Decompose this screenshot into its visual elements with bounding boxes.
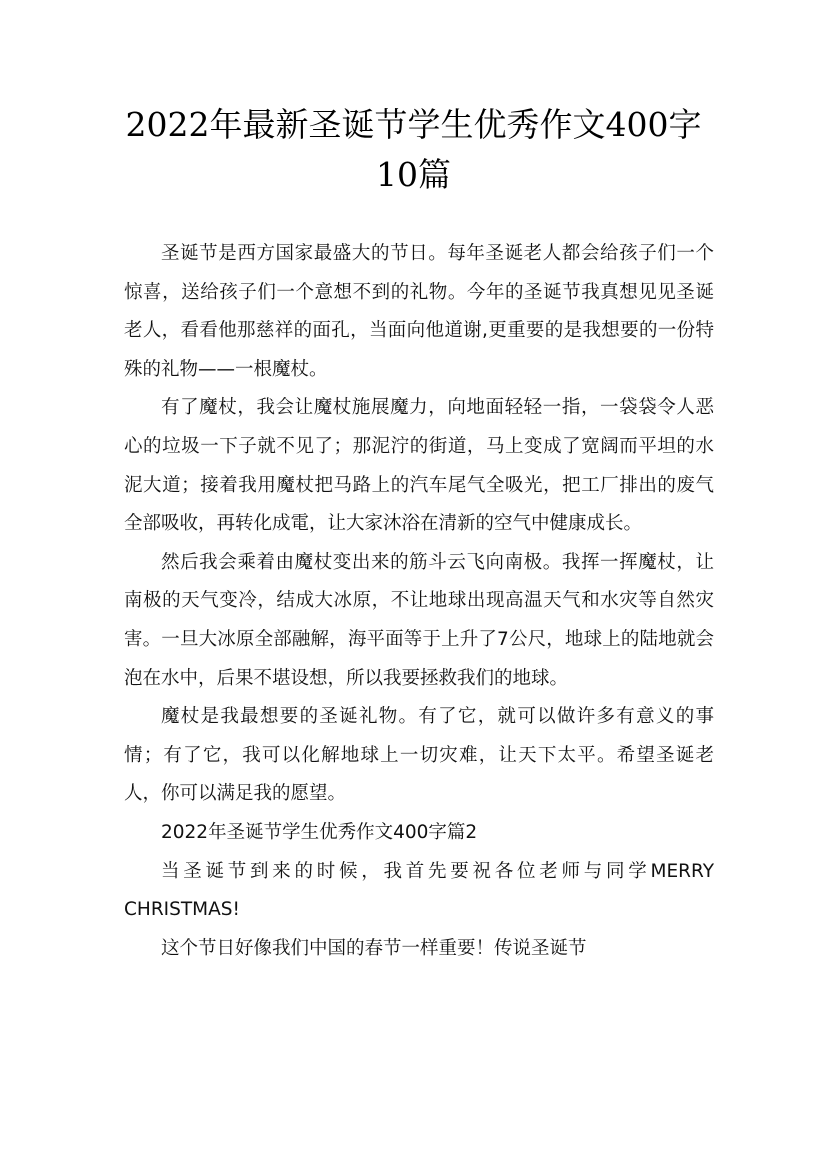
section-subheading: 2022年圣诞节学生优秀作文400字篇2 xyxy=(161,821,478,843)
paragraph-6: 这个节日好像我们中国的春节一样重要！传说圣诞节 xyxy=(161,937,587,959)
paragraph-3: 然后我会乘着由魔杖变出来的筋斗云飞向南极。我挥一挥魔杖，让南极的天气变冷，结成大冰原，不让地球出现高温天气和水灾等自然灾害。一旦大冰原全部融解，海平面等于上升了7公尺，地球上的陆地就会泡在水中，后果不堪设想，所以我要拯救我们的地球。 xyxy=(124,551,714,689)
paragraph-2: 有了魔杖，我会让魔杖施展魔力，向地面轻轻一指，一袋袋令人恶心的垃圾一下子就不见了；那泥泞的街道，马上变成了宽阔而平坦的水泥大道；接着我用魔杖把马路上的汽车尾气全吸光，把工厂排出的废气全部吸收，再转化成電，让大家沐浴在清新的空气中健康成长。 xyxy=(124,397,714,535)
document-title: 2022年最新圣诞节学生优秀作文400字10篇 xyxy=(125,105,702,194)
paragraph-1: 圣诞节是西方国家最盛大的节日。每年圣诞老人都会给孩子们一个惊喜，送给孩子们一个意想不到的礼物。今年的圣诞节我真想见见圣诞老人，看看他那慈祥的面孔，当面向他道谢,更重要的是我想要的一份特殊的礼物——一根魔杖。 xyxy=(124,243,714,380)
paragraph-5: 当圣诞节到来的时候，我首先要祝各位老师与同学MERRY CHRISTMAS! xyxy=(124,860,714,921)
paragraph-4: 魔杖是我最想要的圣诞礼物。有了它，就可以做许多有意义的事情；有了它，我可以化解地球上一切灾难，让天下太平。希望圣诞老人，你可以满足我的愿望。 xyxy=(124,706,714,805)
document-body xyxy=(124,235,714,968)
